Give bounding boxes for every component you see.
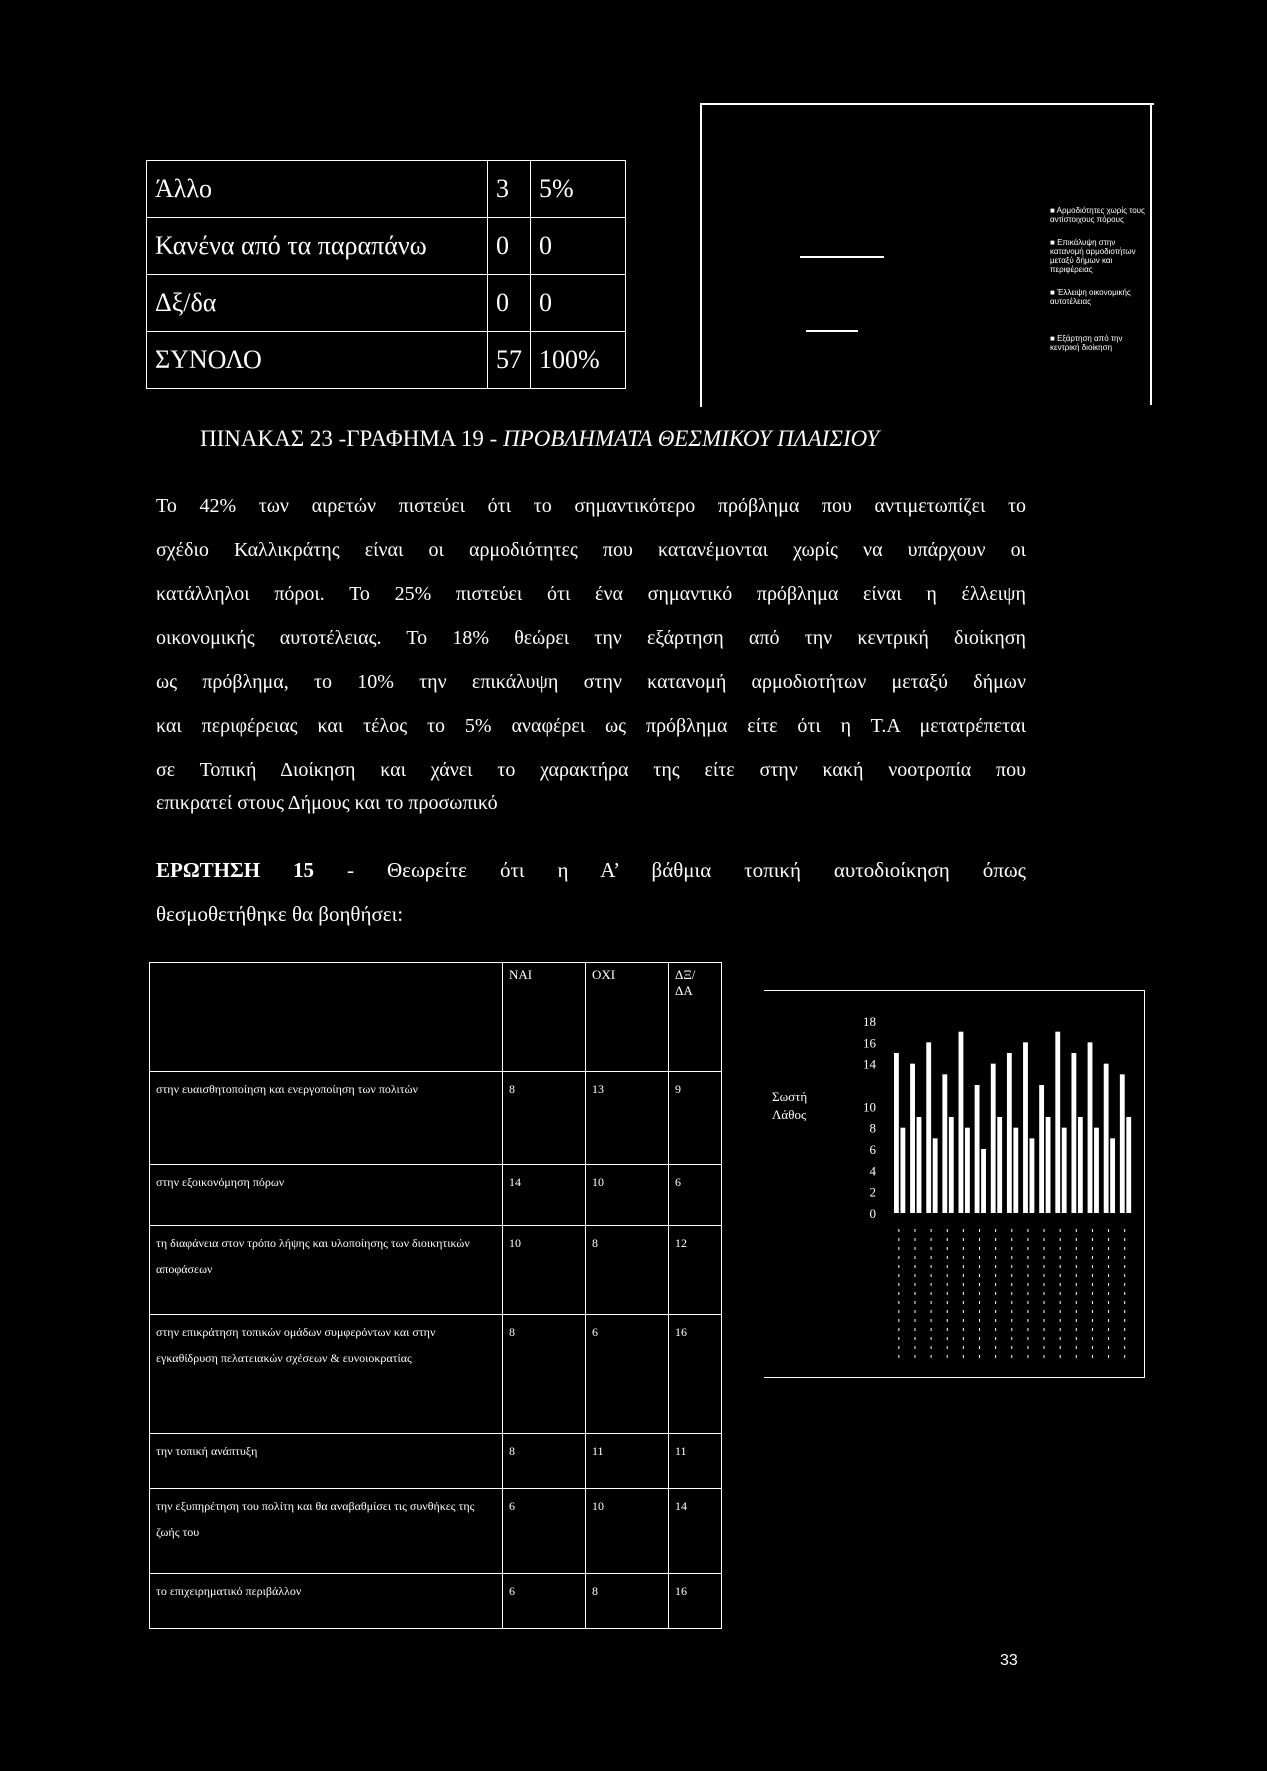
cell-pct: 0 (531, 275, 626, 332)
table-caption (200, 426, 879, 452)
legend-item (1050, 334, 1150, 352)
cell-dxda: 9 (669, 1072, 722, 1165)
legend-label: Έλλειψη οικονομικής αυτοτέλειας (1050, 288, 1131, 306)
bar-chart-frame (764, 990, 1145, 1378)
cell-nai: 8 (503, 1072, 586, 1165)
bar-wrong (997, 1117, 1002, 1213)
question-line-1 (156, 848, 1026, 892)
bar-correct (926, 1042, 931, 1213)
cell-label: στην εξοικονόμηση πόρων (150, 1165, 503, 1226)
bar-correct (959, 1032, 964, 1213)
bar-wrong (1126, 1117, 1131, 1213)
bar-correct (1055, 1032, 1060, 1213)
paragraph-line: κατάλληλοι πόροι. Το 25% πιστεύει ότι ένα σημαντικό πρόβλημα είναι η έλλειψη (156, 583, 1026, 605)
cell-dxda: 14 (669, 1489, 722, 1574)
bar-correct (1088, 1042, 1093, 1213)
bar-correct (1120, 1074, 1125, 1213)
legend-label: Επικάλυψη στην κατανομή αρμοδιοτήτων μεταξύ δήμων και περιφέρειας (1050, 238, 1136, 274)
table-row (150, 1434, 722, 1489)
bar-correct (1104, 1064, 1109, 1213)
cell-label: την τοπική ανάπτυξη (150, 1434, 503, 1489)
bar-correct (991, 1064, 996, 1213)
pie-leader-line (806, 330, 858, 332)
legend-item (1050, 206, 1150, 224)
table-row (150, 1574, 722, 1629)
cell-dxda: 12 (669, 1226, 722, 1315)
cell-nai: 14 (503, 1165, 586, 1226)
cell-oxi: 10 (586, 1165, 669, 1226)
legend-marker: ■ (1050, 334, 1058, 343)
bar-correct (975, 1085, 980, 1213)
legend-marker: ■ (1050, 238, 1058, 247)
bar-wrong (917, 1117, 922, 1213)
table-row (150, 1315, 722, 1434)
cell-dxda: 16 (669, 1574, 722, 1629)
table-row (150, 1072, 722, 1165)
cell-label: Άλλο (147, 161, 488, 218)
cell-pct: 0 (531, 218, 626, 275)
legend-label: Εξάρτηση από την κεντρική διοίκηση (1050, 334, 1123, 352)
bar-correct (1039, 1085, 1044, 1213)
cell-label: ΣΥΝΟΛΟ (147, 332, 488, 389)
cell-oxi: 13 (586, 1072, 669, 1165)
paragraph-line: οικονομικής αυτοτέλειας. Το 18% θεώρει την εξάρτηση από την κεντρική διοίκηση (156, 627, 1026, 649)
bar-wrong (1110, 1138, 1115, 1213)
legend-label: Αρμοδιότητες χωρίς τους αντίστοιχους πόρους (1050, 206, 1145, 224)
paragraph-line: Το 42% των αιρετών πιστεύει ότι το σημαντικότερο πρόβλημα που αντιμετωπίζει το (156, 495, 1026, 517)
table-row (147, 332, 626, 389)
bar-wrong (933, 1138, 938, 1213)
table-row (147, 275, 626, 332)
cell-oxi: 11 (586, 1434, 669, 1489)
body-paragraph (156, 484, 1026, 792)
chart-frame-right (1150, 103, 1152, 405)
cell-label: Κανένα από τα παραπάνω (147, 218, 488, 275)
legend-label: Λάθος (772, 1107, 807, 1122)
cell-oxi: 6 (586, 1315, 669, 1434)
y-tick-label: 4 (869, 1163, 876, 1179)
cell-count: 0 (488, 218, 531, 275)
caption-italic: ΠΡΟΒΛΗΜΑΤΑ ΘΕΣΜΙΚΟΥ ΠΛΑΙΣΙΟΥ (503, 426, 880, 451)
bar-wrong (1030, 1138, 1035, 1213)
table-row (150, 1165, 722, 1226)
y-tick-label: 8 (869, 1120, 876, 1136)
cell-label: την εξυπηρέτηση του πολίτη και θα αναβαθμίσει τις συνθήκες της ζωής του (150, 1489, 503, 1574)
table-header-row (150, 963, 722, 1072)
bar-wrong (1094, 1128, 1099, 1213)
column-header: ΔΞ/ ΔΑ (669, 963, 722, 1072)
table-row (150, 1489, 722, 1574)
bar-correct (942, 1074, 947, 1213)
cell-oxi: 8 (586, 1574, 669, 1629)
summary-table (146, 160, 626, 389)
responses-table (149, 962, 722, 1629)
table-row (147, 161, 626, 218)
cell-label: στην επικράτηση τοπικών ομάδων συμφερόντων και στην εγκαθίδρυση πελατειακών σχέσεων & ευνοιοκρατίας (150, 1315, 503, 1434)
cell-pct: 5% (531, 161, 626, 218)
column-header: ΟΧΙ (586, 963, 669, 1072)
table-row (150, 1226, 722, 1315)
bar-chart (764, 991, 1144, 1377)
question-label: ΕΡΩΤΗΣΗ 15 (156, 858, 315, 882)
cell-count: 0 (488, 275, 531, 332)
cell-count: 57 (488, 332, 531, 389)
column-header: ΝΑΙ (503, 963, 586, 1072)
cell-nai: 6 (503, 1574, 586, 1629)
paragraph-line: σχέδιο Καλλικράτης είναι οι αρμοδιότητες που κατανέμονται χωρίς να υπάρχουν οι (156, 539, 1026, 561)
y-tick-label: 14 (863, 1056, 876, 1072)
cell-nai: 10 (503, 1226, 586, 1315)
cell-label: Δξ/δα (147, 275, 488, 332)
bar-wrong (1062, 1128, 1067, 1213)
page-number: 33 (1000, 1652, 1018, 1669)
bar-wrong (949, 1117, 954, 1213)
cell-dxda: 6 (669, 1165, 722, 1226)
cell-oxi: 10 (586, 1489, 669, 1574)
bar-wrong (900, 1128, 905, 1213)
bar-wrong (1013, 1128, 1018, 1213)
bar-wrong (1078, 1117, 1083, 1213)
legend-item (1050, 238, 1150, 274)
y-tick-label: 2 (869, 1184, 876, 1200)
legend-marker: ■ (1050, 288, 1058, 297)
legend-marker: ■ (1050, 206, 1057, 215)
bar-correct (910, 1064, 915, 1213)
bar-wrong (981, 1149, 986, 1213)
bar-correct (1071, 1053, 1076, 1213)
y-tick-label: 16 (863, 1035, 876, 1051)
cell-dxda: 16 (669, 1315, 722, 1434)
y-tick-label: 6 (869, 1142, 876, 1157)
question-text: - Θεωρείτε ότι η Α’ βάθμια τοπική αυτοδιοίκηση όπως (347, 858, 1027, 882)
bar-correct (1023, 1042, 1028, 1213)
cell-pct: 100% (531, 332, 626, 389)
paragraph-line: και περιφέρειας και τέλος το 5% αναφέρει ως πρόβλημα είτε ότι η Τ.Α μετατρέπεται (156, 715, 1026, 737)
paragraph-last-line: επικρατεί στους Δήμους και το προσωπικό (156, 792, 498, 814)
cell-nai: 8 (503, 1315, 586, 1434)
header-empty-cell (150, 963, 503, 1072)
caption-plain: ΠΙΝΑΚΑΣ 23 -ΓΡΑΦΗΜΑ 19 - (200, 426, 504, 451)
bar-wrong (1046, 1117, 1051, 1213)
paragraph-line: ως πρόβλημα, το 10% την επικάλυψη στην κατανομή αρμοδιοτήτων μεταξύ δήμων (156, 671, 1026, 693)
cell-count: 3 (488, 161, 531, 218)
cell-nai: 6 (503, 1489, 586, 1574)
paragraph-line: σε Τοπική Διοίκηση και χάνει το χαρακτήρα της είτε στην κακή νοοτροπία που (156, 759, 1026, 781)
legend-label: Σωστή (772, 1089, 808, 1104)
bar-wrong (965, 1128, 970, 1213)
pie-leader-line (800, 256, 884, 258)
cell-label: το επιχειρηματικό περιβάλλον (150, 1574, 503, 1629)
table-row (147, 218, 626, 275)
cell-label: στην ευαισθητοποίηση και ενεργοποίηση των πολιτών (150, 1072, 503, 1165)
y-tick-label: 18 (863, 1014, 876, 1029)
y-tick-label: 0 (869, 1206, 876, 1221)
cell-dxda: 11 (669, 1434, 722, 1489)
question-line-2: θεσμοθετήθηκε θα βοηθήσει: (156, 902, 404, 926)
cell-label: τη διαφάνεια στον τρόπο λήψης και υλοποίησης των διοικητικών αποφάσεων (150, 1226, 503, 1315)
bar-correct (894, 1053, 899, 1213)
bar-correct (1007, 1053, 1012, 1213)
y-tick-label: 10 (863, 1099, 876, 1115)
legend-item (1050, 288, 1150, 306)
cell-oxi: 8 (586, 1226, 669, 1315)
cell-nai: 8 (503, 1434, 586, 1489)
